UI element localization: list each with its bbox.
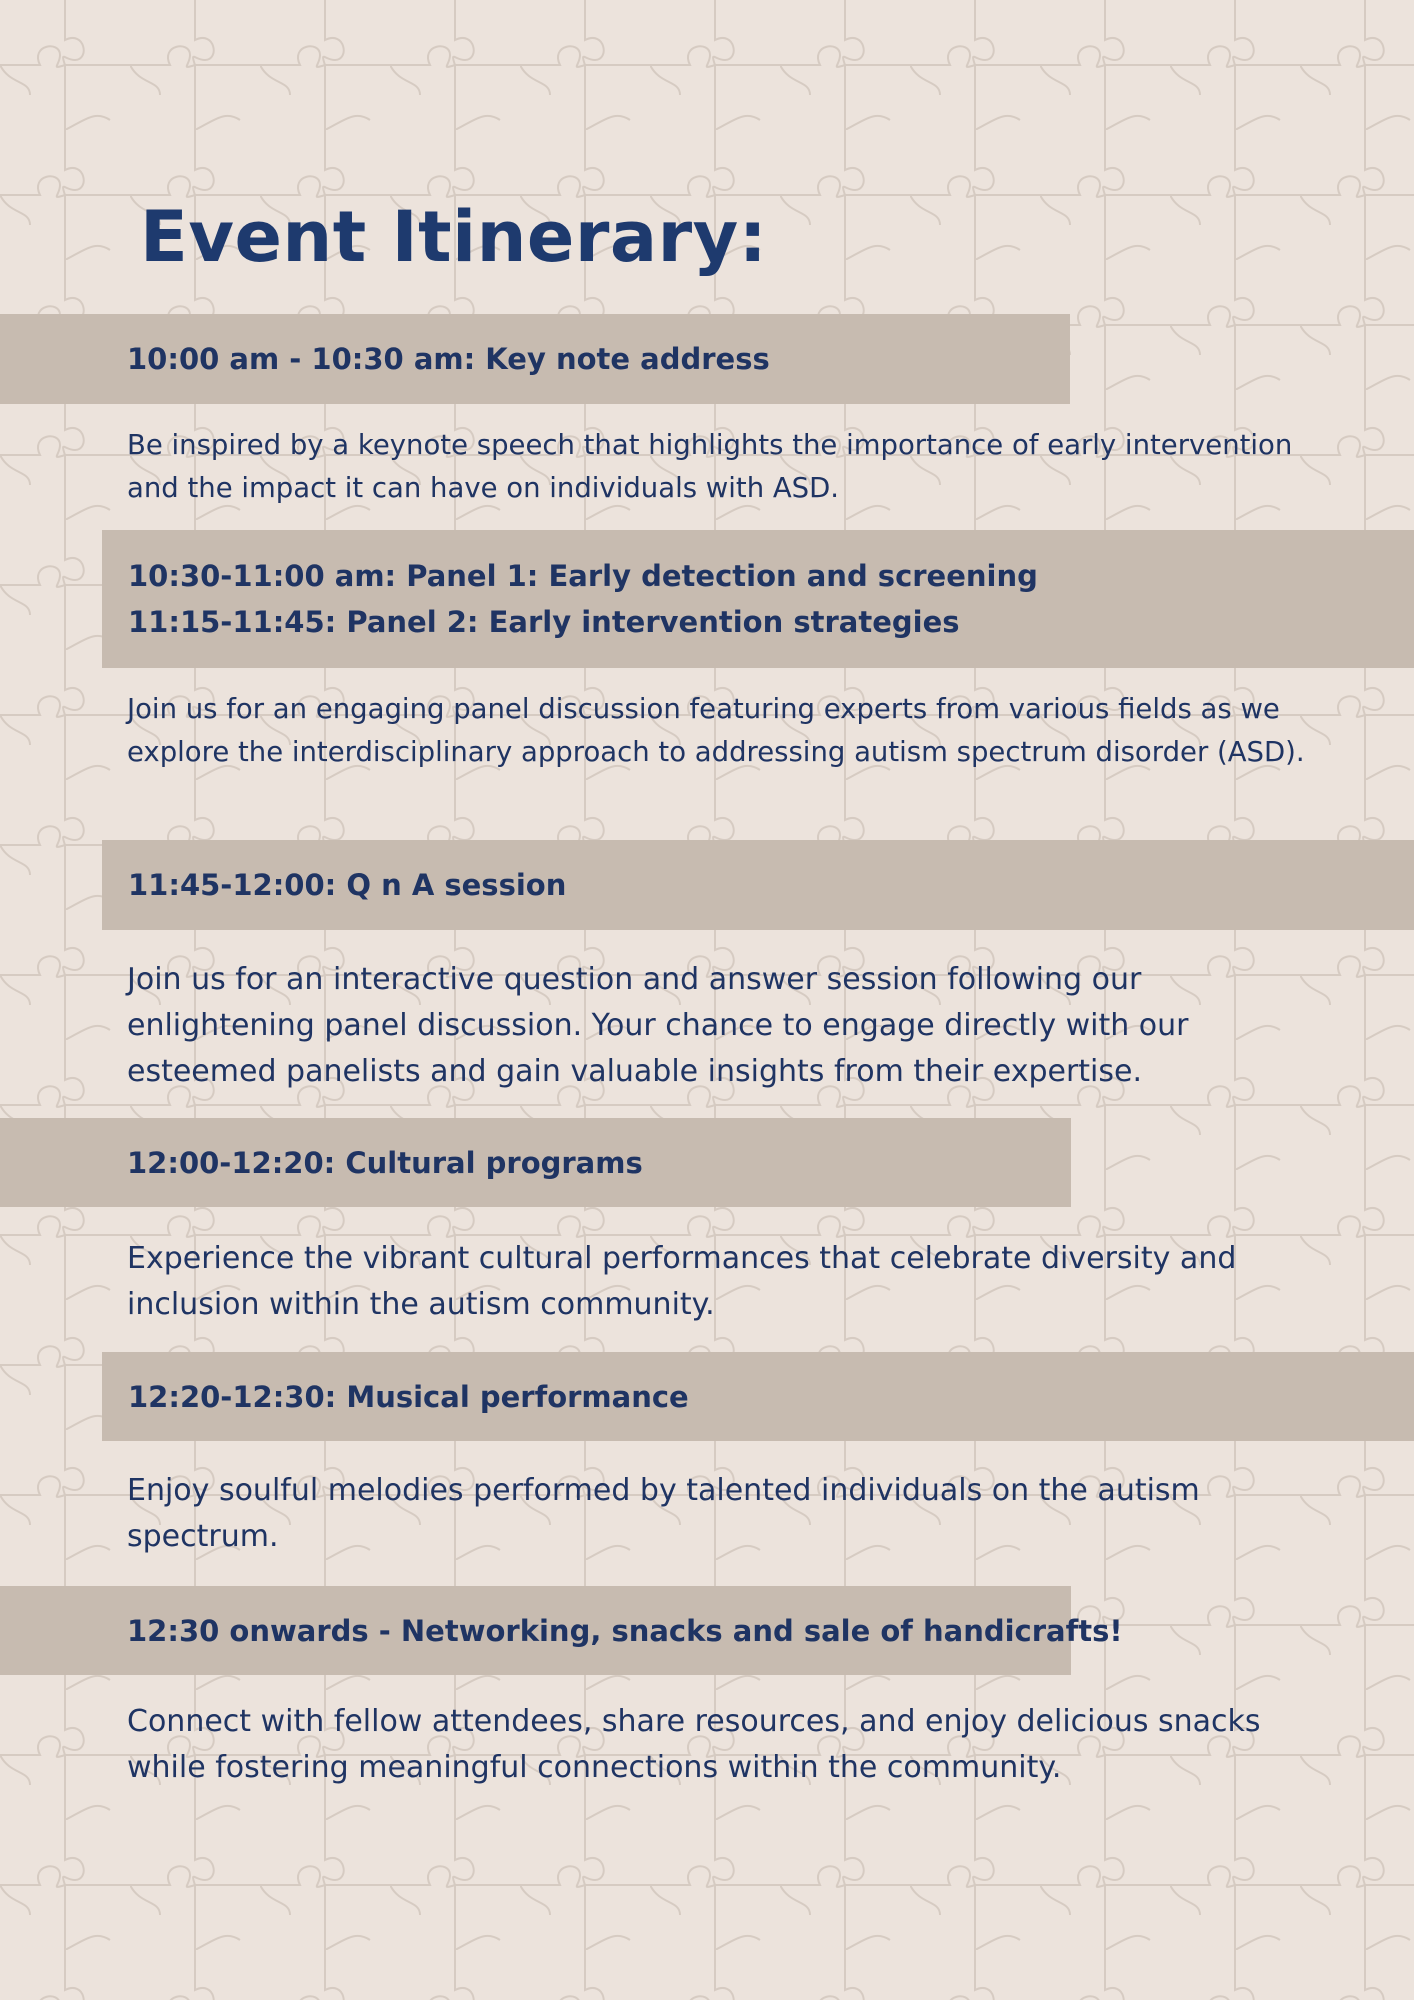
item-5-time-title: 12:20-12:30: Musical performance: [128, 1379, 689, 1414]
itinerary-item-4-heading: [0, 1118, 1071, 1207]
itinerary-item-4-description: Experience the vibrant cultural performances that celebrate diversity and inclusion within the autism community.: [127, 1241, 1237, 1322]
itinerary-item-1-description: Be inspired by a keynote speech that highlights the importance of early intervention and the impact it can have on individuals with ASD.: [127, 429, 1293, 504]
itinerary-item-6-description: Connect with fellow attendees, share resources, and enjoy delicious snacks while fostering meaningful connections within the community.: [127, 1704, 1261, 1785]
item-4-time-title: 12:00-12:20: Cultural programs: [127, 1145, 643, 1180]
itinerary-item-3-heading: [102, 840, 1414, 930]
item-3-time-title: 11:45-12:00: Q n A session: [128, 868, 567, 902]
page-title: Event Itinerary:: [140, 196, 768, 278]
item-2-time-title-2: 11:15-11:45: Panel 2: Early intervention strategies: [128, 605, 960, 639]
item-1-time-title: 10:00 am - 10:30 am: Key note address: [127, 342, 770, 376]
itinerary-item-3-description: Join us for an interactive question and answer session following our enlightening panel discussion. Your chance to engage directly with our esteemed panelists and gain valuable insights from their expertise.: [127, 962, 1189, 1089]
itinerary-item-5-description: Enjoy soulful melodies performed by talented individuals on the autism spectrum.: [127, 1473, 1200, 1554]
item-6-time-title: 12:30 onwards - Networking, snacks and sale of handicrafts!: [127, 1613, 1123, 1648]
itinerary-item-1-heading: [0, 314, 1070, 404]
itinerary-item-2-heading: [102, 530, 1414, 668]
itinerary-item-5-heading: [102, 1352, 1414, 1441]
itinerary-item-6-heading: [0, 1586, 1123, 1675]
item-2-time-title-1: 10:30-11:00 am: Panel 1: Early detection and screening: [128, 559, 1038, 593]
itinerary-item-2-description: Join us for an engaging panel discussion featuring experts from various fields as we explore the interdisciplinary approach to addressing autism spectrum disorder (ASD).: [127, 693, 1305, 768]
